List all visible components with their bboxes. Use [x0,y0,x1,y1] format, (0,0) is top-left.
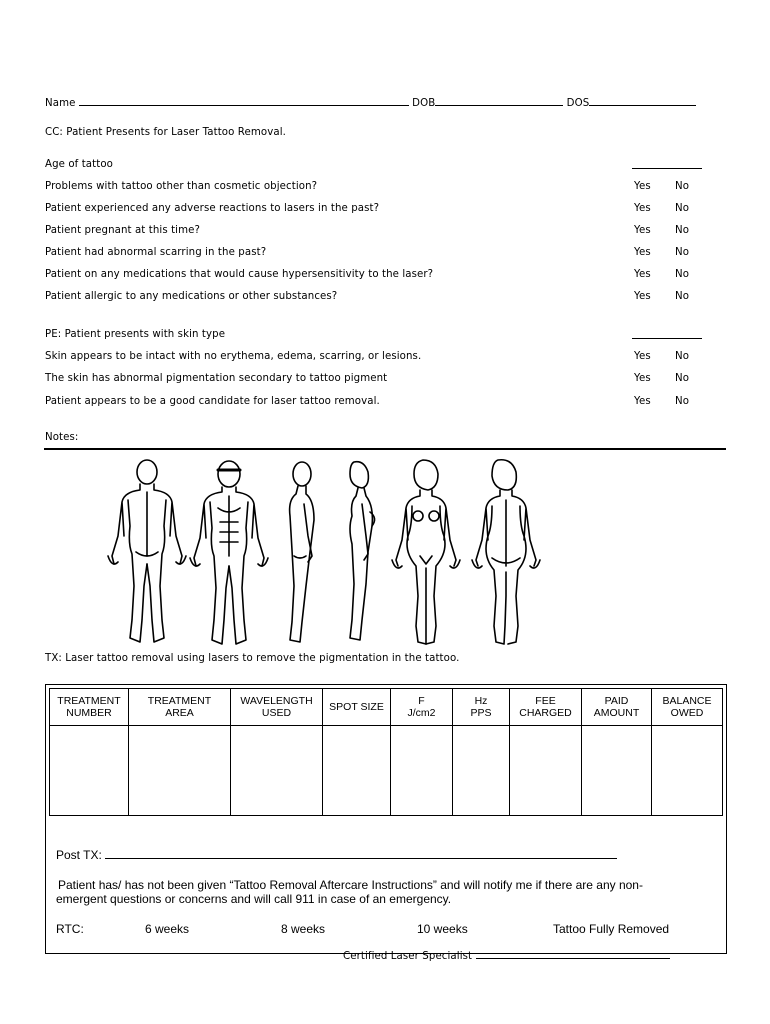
balance-owed-cell[interactable] [652,726,723,816]
rtc-label: RTC: [56,922,84,936]
column-header: TREATMENT AREA [129,689,231,726]
chief-complaint: CC: Patient Presents for Laser Tattoo Removal. [45,127,286,138]
notes-divider [44,448,726,450]
history-question-row [45,202,705,216]
history-question-row [45,290,705,304]
yes-option[interactable]: Yes [634,181,651,192]
patient-header-line [45,95,696,111]
treatment-number-cell[interactable] [50,726,129,816]
rtc-option[interactable]: Tattoo Fully Removed [553,922,670,936]
notes-label: Notes: [45,432,79,443]
no-option[interactable]: No [675,247,690,258]
table-header-row [50,689,723,726]
question-text: The skin has abnormal pigmentation secondary to tattoo pigment [45,373,388,384]
column-header: BALANCE OWED [652,689,723,726]
rtc-option[interactable]: 10 weeks [417,922,468,936]
history-question-row [45,180,705,194]
history-question-row [45,224,705,238]
aftercare-line-2: emergent questions or concerns and will call 911 in case of an emergency. [56,892,452,906]
question-text: Patient had abnormal scarring in the past? [45,247,267,258]
rtc-option[interactable]: 6 weeks [145,922,190,936]
female-back-figure[interactable] [472,460,540,644]
wavelength-cell[interactable] [231,726,323,816]
male-front-figure[interactable] [190,461,268,644]
question-text: Patient allergic to any medications or other substances? [45,291,338,302]
exam-question-row [45,350,705,364]
spot-size-cell[interactable] [323,726,391,816]
history-question-row [45,268,705,282]
yes-option[interactable]: Yes [634,247,651,258]
treatment-table [49,688,723,816]
no-option[interactable]: No [675,351,690,362]
column-header: TREATMENT NUMBER [50,689,129,726]
column-header: F J/cm2 [391,689,453,726]
age-of-tattoo-field[interactable] [632,168,702,169]
question-text: Patient on any medications that would cause hypersensitivity to the laser? [45,269,434,280]
name-label: Name [45,98,76,109]
post-tx-field[interactable] [105,847,617,859]
exam-question-row [45,372,705,386]
dos-label: DOS [566,98,590,109]
column-header: WAVELENGTH USED [231,689,323,726]
signature-label: Certified Laser Specialist [343,951,473,962]
yes-option[interactable]: Yes [634,291,651,302]
age-of-tattoo-label: Age of tattoo [45,159,113,170]
column-header: PAID AMOUNT [582,689,652,726]
question-text: Problems with tattoo other than cosmetic objection? [45,181,318,192]
column-header: SPOT SIZE [323,689,391,726]
history-question-row [45,246,705,260]
no-option[interactable]: No [675,373,690,384]
female-side-figure[interactable] [350,462,375,640]
question-text: Skin appears to be intact with no erythema, edema, scarring, or lesions. [45,351,422,362]
yes-option[interactable]: Yes [634,351,651,362]
treatment-area-cell[interactable] [129,726,231,816]
frequency-cell[interactable] [453,726,510,816]
post-tx-label: Post TX: [56,848,102,862]
question-text: Patient experienced any adverse reactions to lasers in the past? [45,203,380,214]
yes-option[interactable]: Yes [634,269,651,280]
no-option[interactable]: No [675,291,690,302]
signature-line [343,948,670,964]
body-diagram[interactable] [100,456,560,648]
aftercare-line-1: Patient has/ has not been given “Tattoo Removal Aftercare Instructions” and will notify me if there are any non- [58,878,643,892]
question-text: Patient appears to be a good candidate for laser tattoo removal. [45,396,380,407]
male-back-figure[interactable] [108,460,186,642]
skin-type-row [45,328,705,342]
fee-charged-cell[interactable] [510,726,582,816]
name-field[interactable] [79,95,409,106]
yes-option[interactable]: Yes [634,373,651,384]
male-side-figure[interactable] [290,462,314,642]
paid-amount-cell[interactable] [582,726,652,816]
exam-question-row [45,395,705,409]
dob-label: DOB [412,98,436,109]
no-option[interactable]: No [675,181,690,192]
column-header: Hz PPS [453,689,510,726]
question-text: Patient pregnant at this time? [45,225,200,236]
no-option[interactable]: No [675,396,690,407]
tx-description: TX: Laser tattoo removal using lasers to remove the pigmentation in the tattoo. [45,653,460,664]
female-front-figure[interactable] [392,460,460,644]
yes-option[interactable]: Yes [634,396,651,407]
table-row [50,726,723,816]
skin-type-field[interactable] [632,338,702,339]
post-tx-line [56,847,617,862]
no-option[interactable]: No [675,269,690,280]
dob-field[interactable] [435,95,563,106]
age-of-tattoo-row [45,158,705,172]
dos-field[interactable] [589,95,696,106]
no-option[interactable]: No [675,203,690,214]
no-option[interactable]: No [675,225,690,236]
yes-option[interactable]: Yes [634,225,651,236]
signature-field[interactable] [476,948,670,959]
treatment-record-box [45,684,727,954]
column-header: FEE CHARGED [510,689,582,726]
yes-option[interactable]: Yes [634,203,651,214]
rtc-option[interactable]: 8 weeks [281,922,326,936]
skin-type-label: PE: Patient presents with skin type [45,329,226,340]
fluence-cell[interactable] [391,726,453,816]
